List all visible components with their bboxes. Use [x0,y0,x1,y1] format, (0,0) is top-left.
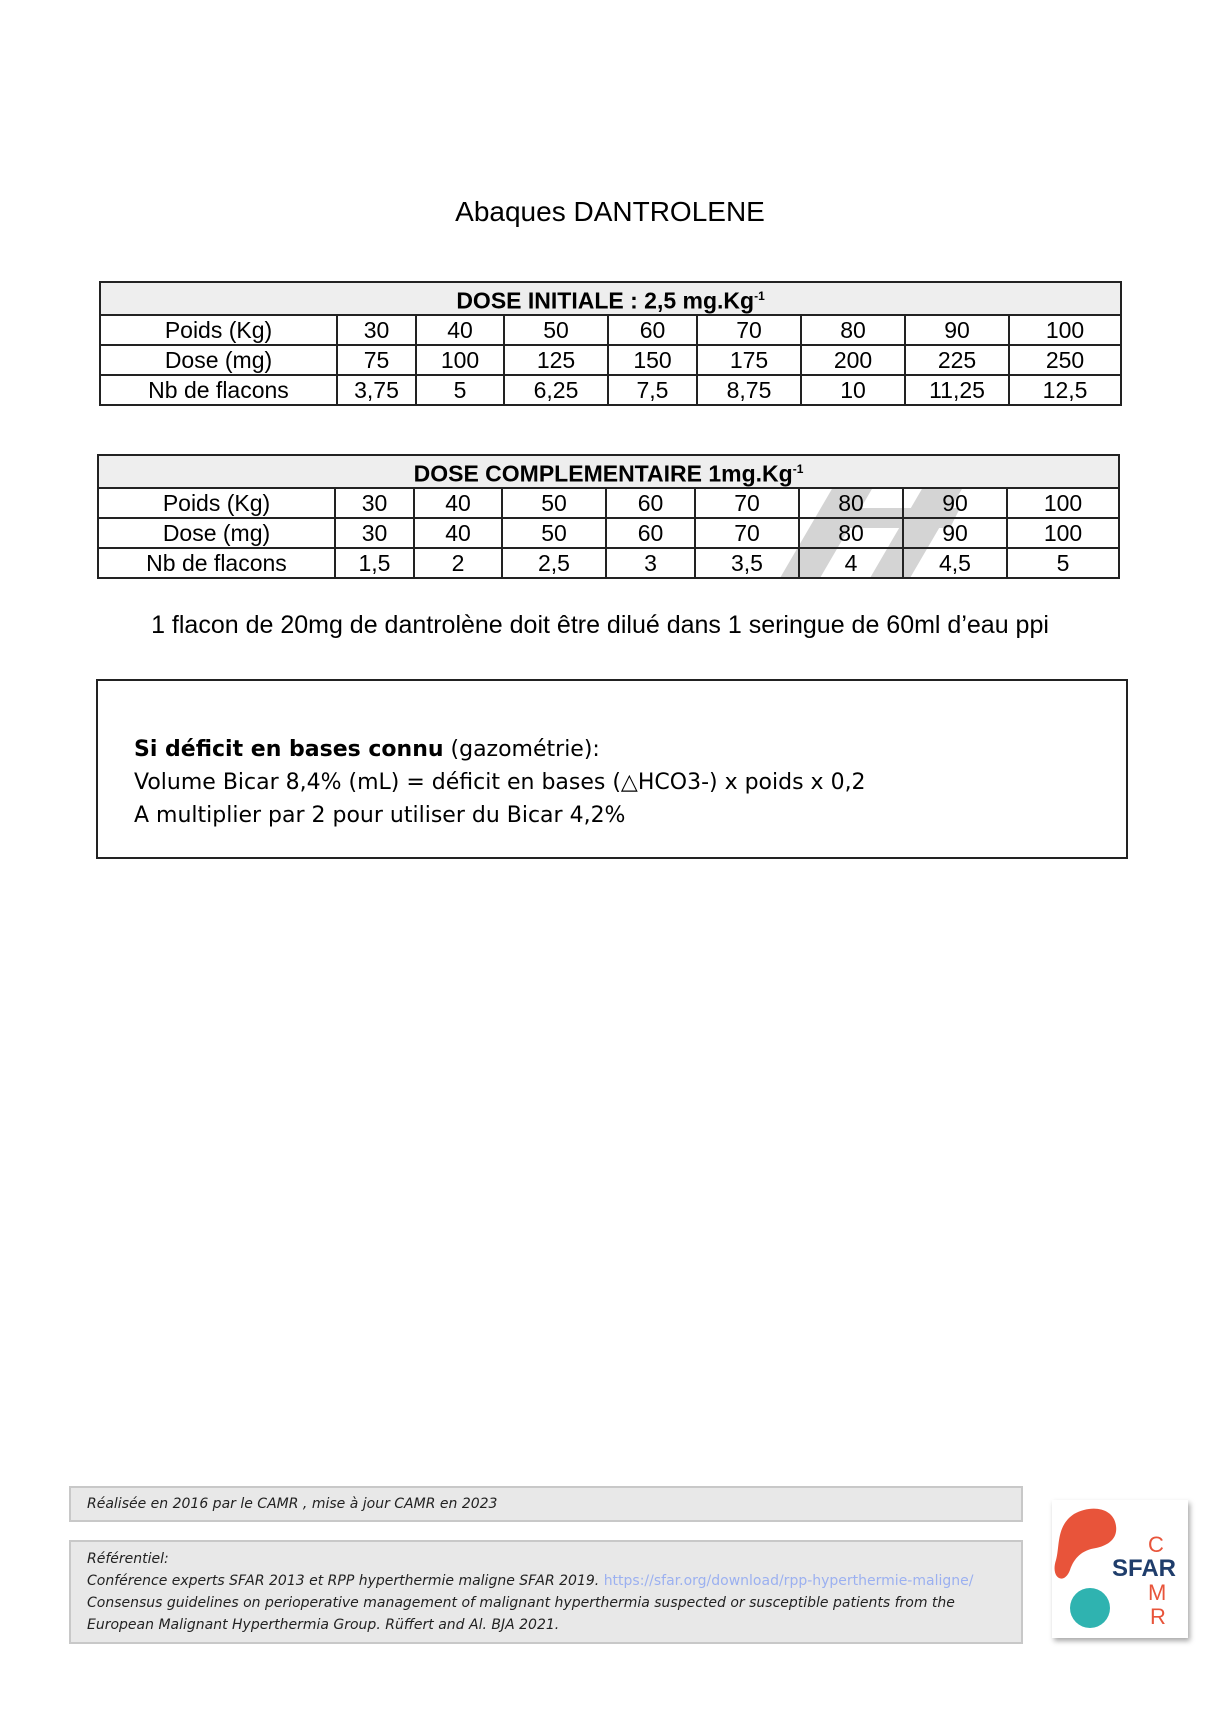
table-cell: 90 [903,518,1007,548]
table-cell: 70 [695,488,799,518]
table-cell: 30 [335,488,414,518]
table-cell: 200 [801,345,905,375]
table-cell: 60 [606,518,695,548]
table-cell: 5 [416,375,504,405]
sfar-camr-logo [1052,1500,1188,1638]
referentiel-label: Référentiel: [87,1551,169,1567]
table-cell: 30 [337,315,416,345]
bicarbonate-box [96,679,1128,859]
table-row [100,375,1121,405]
table-cell: 7,5 [608,375,697,405]
table-cell: 30 [335,518,414,548]
table-cell: 70 [697,315,801,345]
table-cell: 60 [606,488,695,518]
dilution-note: 1 flacon de 20mg de dantrolène doit être dilué dans 1 seringue de 60ml d’eau ppi [151,611,1049,639]
referentiel-link[interactable]: https://sfar.org/download/rpp-hyperthermie-maligne/ [603,1573,974,1589]
row-label: Dose (mg) [98,518,335,548]
row-label: Poids (Kg) [98,488,335,518]
table-cell: 6,25 [504,375,608,405]
table-row [98,548,1119,578]
row-label: Nb de flacons [100,375,337,405]
table-cell: 5 [1007,548,1119,578]
table-cell: 40 [414,488,502,518]
logo-graphic [1052,1500,1188,1638]
table-cell: 60 [608,315,697,345]
initial-dose-table [99,281,1122,406]
complementary-dose-table [97,454,1120,579]
logo-letter-r: R [1150,1604,1166,1629]
table-cell: 8,75 [697,375,801,405]
table-cell: 2 [414,548,502,578]
logo-letter-c: C [1148,1532,1164,1557]
table-cell: 90 [905,315,1009,345]
table-row [100,345,1121,375]
table-cell: 4 [799,548,903,578]
table-cell: 50 [502,518,606,548]
table-cell: 75 [337,345,416,375]
table-cell: 40 [416,315,504,345]
table-cell: 2,5 [502,548,606,578]
realisation-box [69,1486,1023,1522]
table-cell: 100 [1007,488,1119,518]
bicar-line-2: Volume Bicar 8,4% (mL) = déficit en bases (△HCO3-) x poids x 0,2 [134,770,866,795]
referentiel-line-2: Consensus guidelines on perioperative management of malignant hyperthermia suspected or susceptible patients from the European Malignant Hyperthermia Group. Rüffert and Al. BJA 2021. [87,1595,955,1633]
table-cell: 1,5 [335,548,414,578]
table-cell: 80 [799,488,903,518]
realisation-text: Réalisée en 2016 par le CAMR , mise à jour CAMR en 2023 [87,1496,498,1512]
table-cell: 4,5 [903,548,1007,578]
table-cell: 100 [1007,518,1119,548]
table-cell: 175 [697,345,801,375]
table-cell: 3 [606,548,695,578]
table-cell: 80 [801,315,905,345]
table-cell: 70 [695,518,799,548]
table-cell: 90 [903,488,1007,518]
initial-dose-header: DOSE INITIALE : 2,5 $mg.Kg^{-1}$ [100,282,1121,315]
complementary-dose-header: DOSE COMPLEMENTAIRE $1mg.Kg^{-1}$ [98,455,1119,488]
logo-word: SFAR [1112,1555,1177,1582]
page-title: Abaques DANTROLENE [455,196,765,227]
table-cell: 80 [799,518,903,548]
referentiel-box [69,1540,1023,1644]
table-cell: 100 [416,345,504,375]
table-cell: 225 [905,345,1009,375]
table-cell: 10 [801,375,905,405]
table-cell: 125 [504,345,608,375]
table-row [98,488,1119,518]
table-cell: 3,5 [695,548,799,578]
bicar-line-3: A multiplier par 2 pour utiliser du Bicar 4,2% [134,803,626,828]
table-row [100,315,1121,345]
bicar-line-1: Si déficit en bases connu (gazométrie): [134,737,600,762]
logo-letter-m: M [1148,1580,1167,1605]
table-cell: 50 [502,488,606,518]
referentiel-line-1: Conférence experts SFAR 2013 et RPP hyperthermie maligne SFAR 2019. https://sfar.org/download/rpp-hyperthermie-maligne/ [87,1573,974,1589]
row-label: Poids (Kg) [100,315,337,345]
row-label: Nb de flacons [98,548,335,578]
table-cell: 11,25 [905,375,1009,405]
table-cell: 50 [504,315,608,345]
row-label: Dose (mg) [100,345,337,375]
table-cell: 40 [414,518,502,548]
table-cell: 3,75 [337,375,416,405]
table-cell: 100 [1009,315,1121,345]
table-cell: 12,5 [1009,375,1121,405]
table-cell: 150 [608,345,697,375]
table-row [98,518,1119,548]
table-cell: 250 [1009,345,1121,375]
